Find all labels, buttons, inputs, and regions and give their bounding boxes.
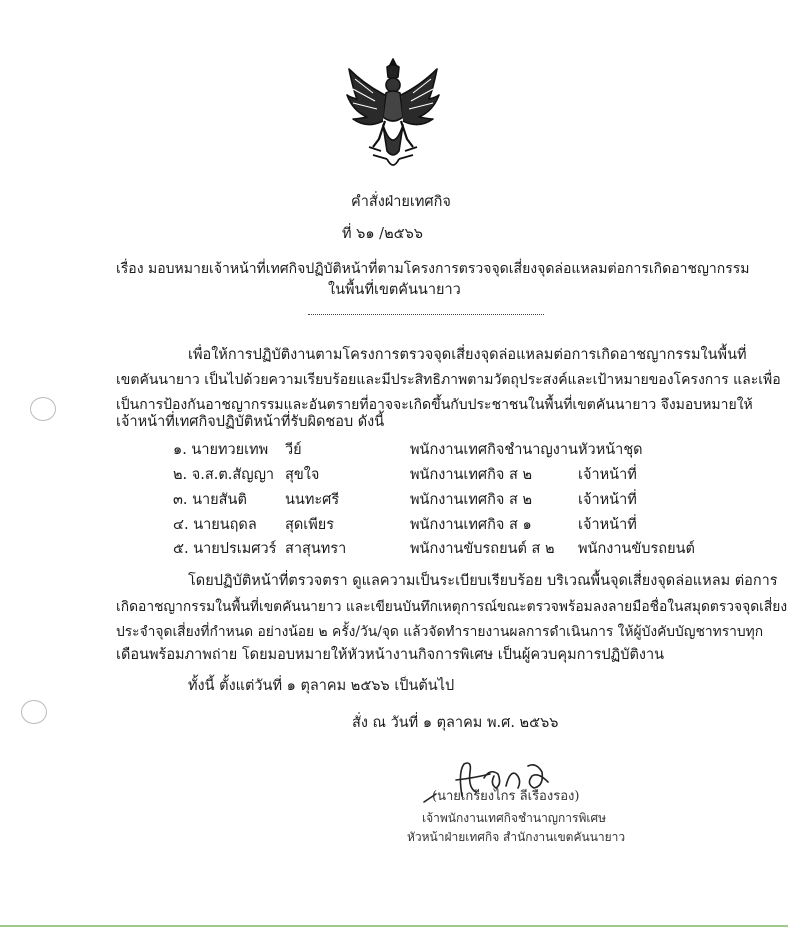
staff-name: ๔. นายนฤดล	[173, 517, 257, 533]
paragraph-line: เขตคันนายาว เป็นไปด้วยความเรียบร้อยและมีประสิทธิภาพตามวัตถุประสงค์และเป้าหมายของโครงการ และเพื่อ	[116, 372, 781, 388]
signatory-office: หัวหน้าฝ่ายเทศกิจ สำนักงานเขตคันนายาว	[407, 830, 626, 844]
staff-surname: วีย์	[285, 442, 302, 458]
paragraph-line: เพื่อให้การปฏิบัติงานตามโครงการตรวจจุดเสี่ยงจุดล่อแหลมต่อการเกิดอาชญากรรมในพื้นที่	[188, 347, 747, 363]
staff-position: พนักงานเทศกิจ ส ๑	[410, 517, 532, 533]
signatory-name: (นายเกรียงไกร ลีเรืองรอง)	[432, 789, 580, 804]
signatory-position: เจ้าพนักงานเทศกิจชำนาญการพิเศษ	[422, 811, 607, 825]
staff-role: เจ้าหน้าที่	[578, 492, 637, 508]
garuda-emblem-icon	[343, 55, 443, 175]
staff-surname: สุขใจ	[285, 467, 320, 483]
divider	[308, 314, 544, 315]
staff-role: หัวหน้าชุด	[578, 442, 643, 458]
punch-hole	[30, 397, 56, 421]
effective-date: ทั้งนี้ ตั้งแต่วันที่ ๑ ตุลาคม ๒๕๖๖ เป็นต้นไป	[188, 678, 455, 694]
paragraph-line: เป็นการป้องกันอาชญากรรมและอันตรายที่อาจจะเกิดขึ้นกับประชาชนในพื้นที่เขตคันนายาว จึงมอบหมายให้	[116, 397, 753, 413]
order-date: สั่ง ณ วันที่ ๑ ตุลาคม พ.ศ. ๒๕๖๖	[352, 715, 559, 731]
paragraph-line: เจ้าหน้าที่เทศกิจปฏิบัติหน้าที่รับผิดชอบ ดังนี้	[116, 414, 385, 430]
staff-role: เจ้าหน้าที่	[578, 517, 637, 533]
staff-name: ๒. จ.ส.ต.สัญญา	[173, 467, 275, 483]
page-bottom-edge	[0, 925, 788, 927]
punch-hole	[21, 700, 47, 724]
staff-name: ๓. นายสันติ	[173, 492, 247, 508]
staff-surname: นนทะศรี	[285, 492, 340, 508]
paragraph-line: ประจำจุดเสี่ยงที่กำหนด อย่างน้อย ๒ ครั้ง/วัน/จุด แล้วจัดทำรายงานผลการดำเนินการ ให้ผู้บังคับบัญชาทราบทุก	[116, 624, 764, 640]
staff-position: พนักงานขับรถยนต์ ส ๒	[410, 541, 555, 557]
order-subject-continued: ในพื้นที่เขตคันนายาว	[328, 282, 461, 298]
staff-surname: สุดเพียร	[285, 517, 335, 533]
staff-role: เจ้าหน้าที่	[578, 467, 637, 483]
staff-surname: สาสุนทรา	[285, 541, 347, 557]
order-number: ที่ ๖๑ /๒๕๖๖	[342, 226, 424, 242]
order-title: คำสั่งฝ่ายเทศกิจ	[351, 194, 451, 210]
paragraph-line: โดยปฏิบัติหน้าที่ตรวจตรา ดูแลความเป็นระเบียบเรียบร้อย บริเวณพื้นจุดเสี่ยงจุดล่อแหลม ต่อการ	[188, 573, 778, 589]
staff-name: ๕. นายปรเมศวร์	[173, 541, 277, 557]
staff-position: พนักงานเทศกิจชำนาญงาน	[410, 442, 578, 458]
paragraph-line: เกิดอาชญากรรมในพื้นที่เขตคันนายาว และเขียนบันทึกเหตุการณ์ขณะตรวจพร้อมลงลายมือชื่อในสมุดตรวจจุดเสี่ยง	[116, 599, 788, 615]
staff-role: พนักงานขับรถยนต์	[578, 541, 695, 557]
order-subject: เรื่อง มอบหมายเจ้าหน้าที่เทศกิจปฏิบัติหน้าที่ตามโครงการตรวจจุดเสี่ยงจุดล่อแหลมต่อการเกิดอาชญากรรม	[116, 261, 750, 277]
staff-position: พนักงานเทศกิจ ส ๒	[410, 467, 533, 483]
staff-name: ๑. นายทวยเทพ	[173, 442, 269, 458]
paragraph-line: เดือนพร้อมภาพถ่าย โดยมอบหมายให้หัวหน้างานกิจการพิเศษ เป็นผู้ควบคุมการปฏิบัติงาน	[116, 647, 665, 663]
staff-position: พนักงานเทศกิจ ส ๒	[410, 492, 533, 508]
